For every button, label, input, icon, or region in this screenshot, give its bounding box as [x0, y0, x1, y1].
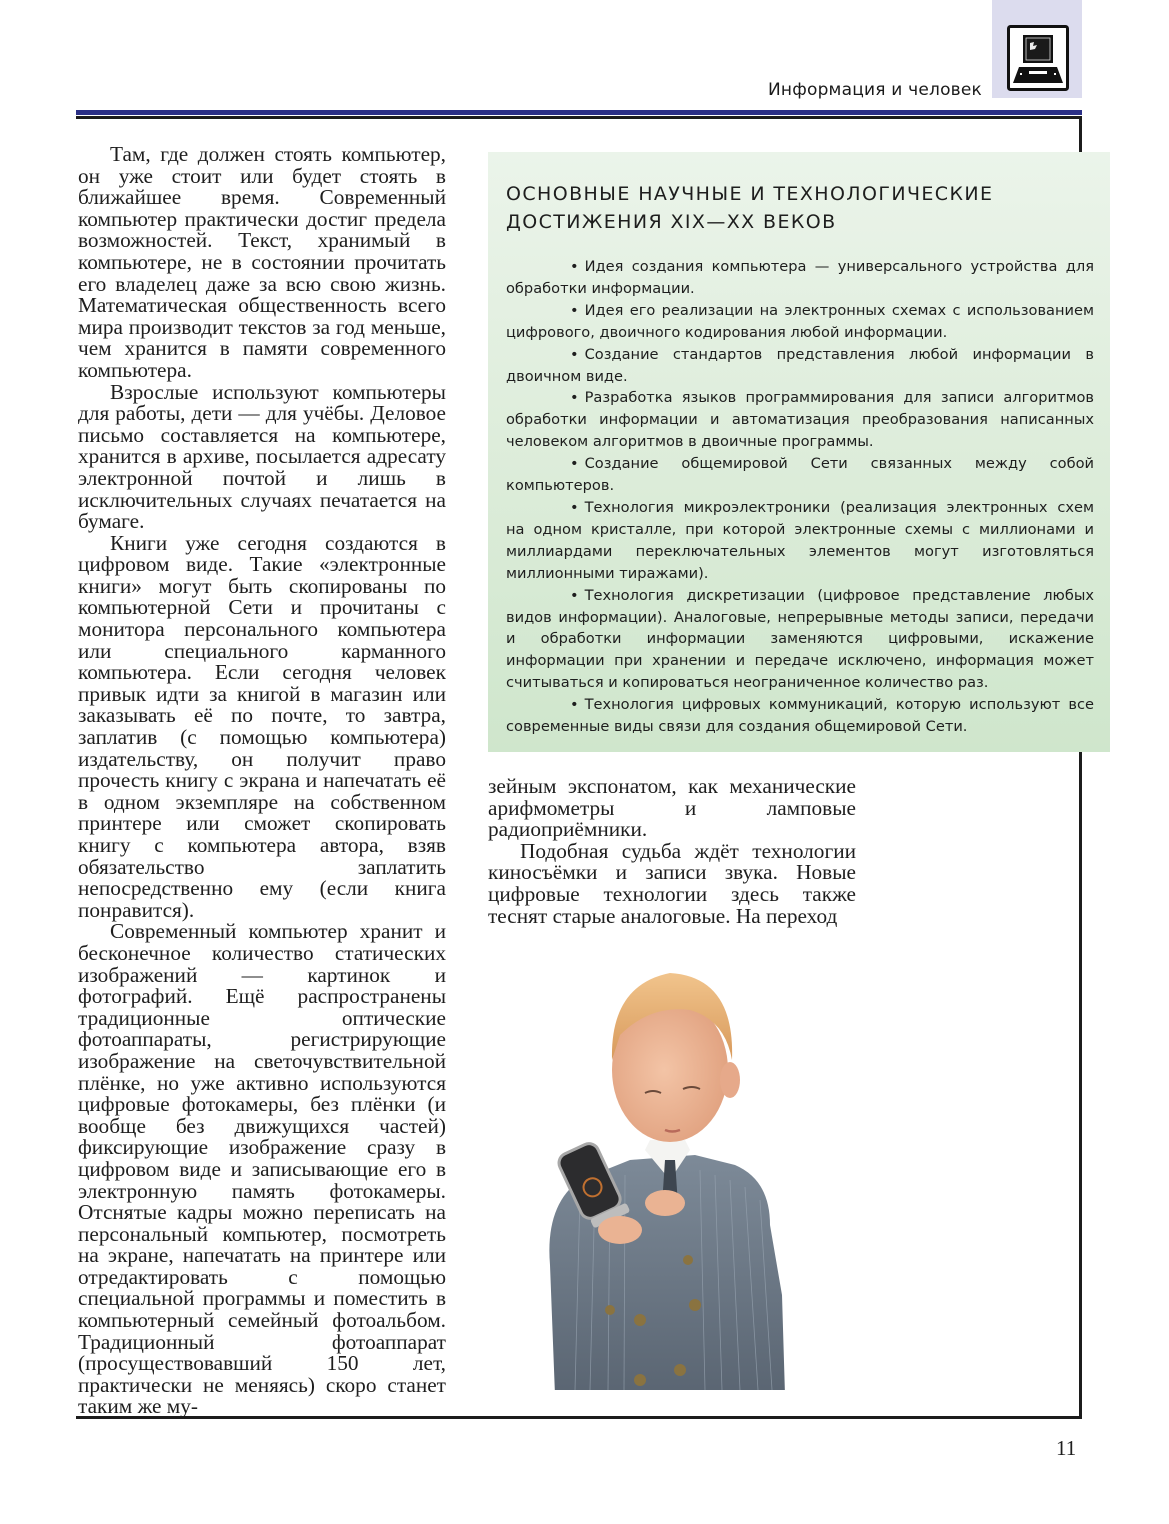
paragraph: Подобная судьба ждёт технологии киносъёмки и записи звука. Новые цифровые технологии здесь также теснят старые аналоговые. На переход: [488, 838, 856, 928]
header-rule-black: [76, 116, 1082, 119]
list-item: • Технология цифровых коммуникаций, которую используют все современные виды связи для создания общемировой Сети.: [506, 696, 1094, 736]
achievements-box: [488, 152, 1110, 752]
paragraph: Книги уже сегодня создаются в цифровом виде. Такие «электронные книги» могут быть скопированы по компьютерной Сети и прочитаны с монитора персонального компьютера или специального карманного компьютера. Если сегодня человек привык идти за книгой в магазин или заказывать её по почте, то завтра, заплатив (с помощью компьютера) издательству, он получит право прочесть книгу с экрана и напечатать её в одном экземпляре на собственном принтере или сможет скопировать книгу с компьютера автора, взяв обязательство заплатить непосредственно ему (если книга понравится).: [78, 530, 446, 922]
list-item: • Создание стандартов представления любой информации в двоичном виде.: [506, 345, 1094, 385]
box-title: ОСНОВНЫЕ НАУЧНЫЕ И ТЕХНОЛОГИЧЕСКИЕ ДОСТИЖЕНИЯ XIX—XX ВЕКОВ: [506, 183, 994, 233]
section-title: Информация и человек: [768, 80, 983, 100]
bullet-icon: •: [570, 258, 579, 275]
bullet-icon: •: [570, 696, 579, 714]
child-with-phone-photo: [520, 965, 830, 1390]
bullet-icon: •: [570, 455, 579, 473]
header-rule-blue: [76, 110, 1082, 115]
list-item: • Разработка языков программирования для записи алгоритмов обработки информации и автоматизация преобразования написанных человеком алгоритмов в двоичные программы.: [506, 389, 1094, 451]
bullet-icon: •: [570, 498, 579, 516]
bullet-icon: •: [570, 389, 579, 407]
bullet-icon: •: [570, 301, 579, 319]
bullet-icon: •: [570, 345, 579, 363]
list-item: • Технология микроэлектроники (реализация электронных схем на одном кристалле, при которой электронные схемы с миллионами и миллиардами переключательных элементов могут изготовляться миллионными тиражами).: [506, 498, 1094, 582]
right-column-text: [488, 776, 856, 927]
paragraph: зейным экспонатом, как механические арифмометры и ламповые радиоприёмники.: [488, 774, 856, 842]
paragraph: Там, где должен стоять компьютер, он уже стоит или будет стоять в ближайшее время. Современный компьютер практически достиг предела возможностей. Текст, хранимый в компьютере, не в состоянии прочитать его владелец даже за всю свою жизнь. Математическая общественность всего мира производит текстов за год меньше, чем хранится в памяти современного компьютера.: [78, 142, 446, 382]
paragraph: Взрослые используют компьютеры для работы, дети — для учёбы. Деловое письмо составляется на компьютере, хранится в архиве, посылается адресату электронной почтой и лишь в исключительных случаях печатается на бумаге.: [78, 379, 446, 534]
page-number: 11: [1056, 1436, 1077, 1460]
list-item: • Технология дискретизации (цифровое представление любых видов информации). Аналоговые, непрерывные методы записи, передачи и обработки информации заменяются цифровыми, искажение информации при хранении и передаче исключено, информация может считываться и копироваться неограниченное количество раз.: [506, 586, 1094, 692]
list-item: • Идея создания компьютера — универсального устройства для обработки информации.: [506, 258, 1094, 297]
computer-icon: [1007, 25, 1069, 91]
left-column-text: [78, 144, 446, 1418]
paragraph: Современный компьютер хранит и бесконечное количество статических изображений — картинок и фотографий. Ещё распространены традиционные оптические фотоаппараты, регистрирующие изображение на светочувствительной плёнке, но уже активно используются цифровые фотокамеры, без плёнки (и вообще без движущихся частей) фиксирующие изображение сразу в цифровом виде и записывающие его в электронную память фотокамеры. Отснятые кадры можно переписать на персональный компьютер, посмотреть на экране, напечатать на принтере или отредактировать с помощью специальной программы и поместить в компьютерный семейный фотоальбом. Традиционный фотоаппарат (просуществовавший 150 лет, практически не меняясь) скоро станет таким же му-: [78, 919, 446, 1419]
achievements-list: [506, 256, 1094, 738]
list-item: • Создание общемировой Сети связанных между собой компьютеров.: [506, 455, 1094, 495]
list-item: • Идея его реализации на электронных схемах с использованием цифрового, двоичного кодирования любой информации.: [506, 301, 1094, 341]
bullet-icon: •: [570, 586, 579, 604]
